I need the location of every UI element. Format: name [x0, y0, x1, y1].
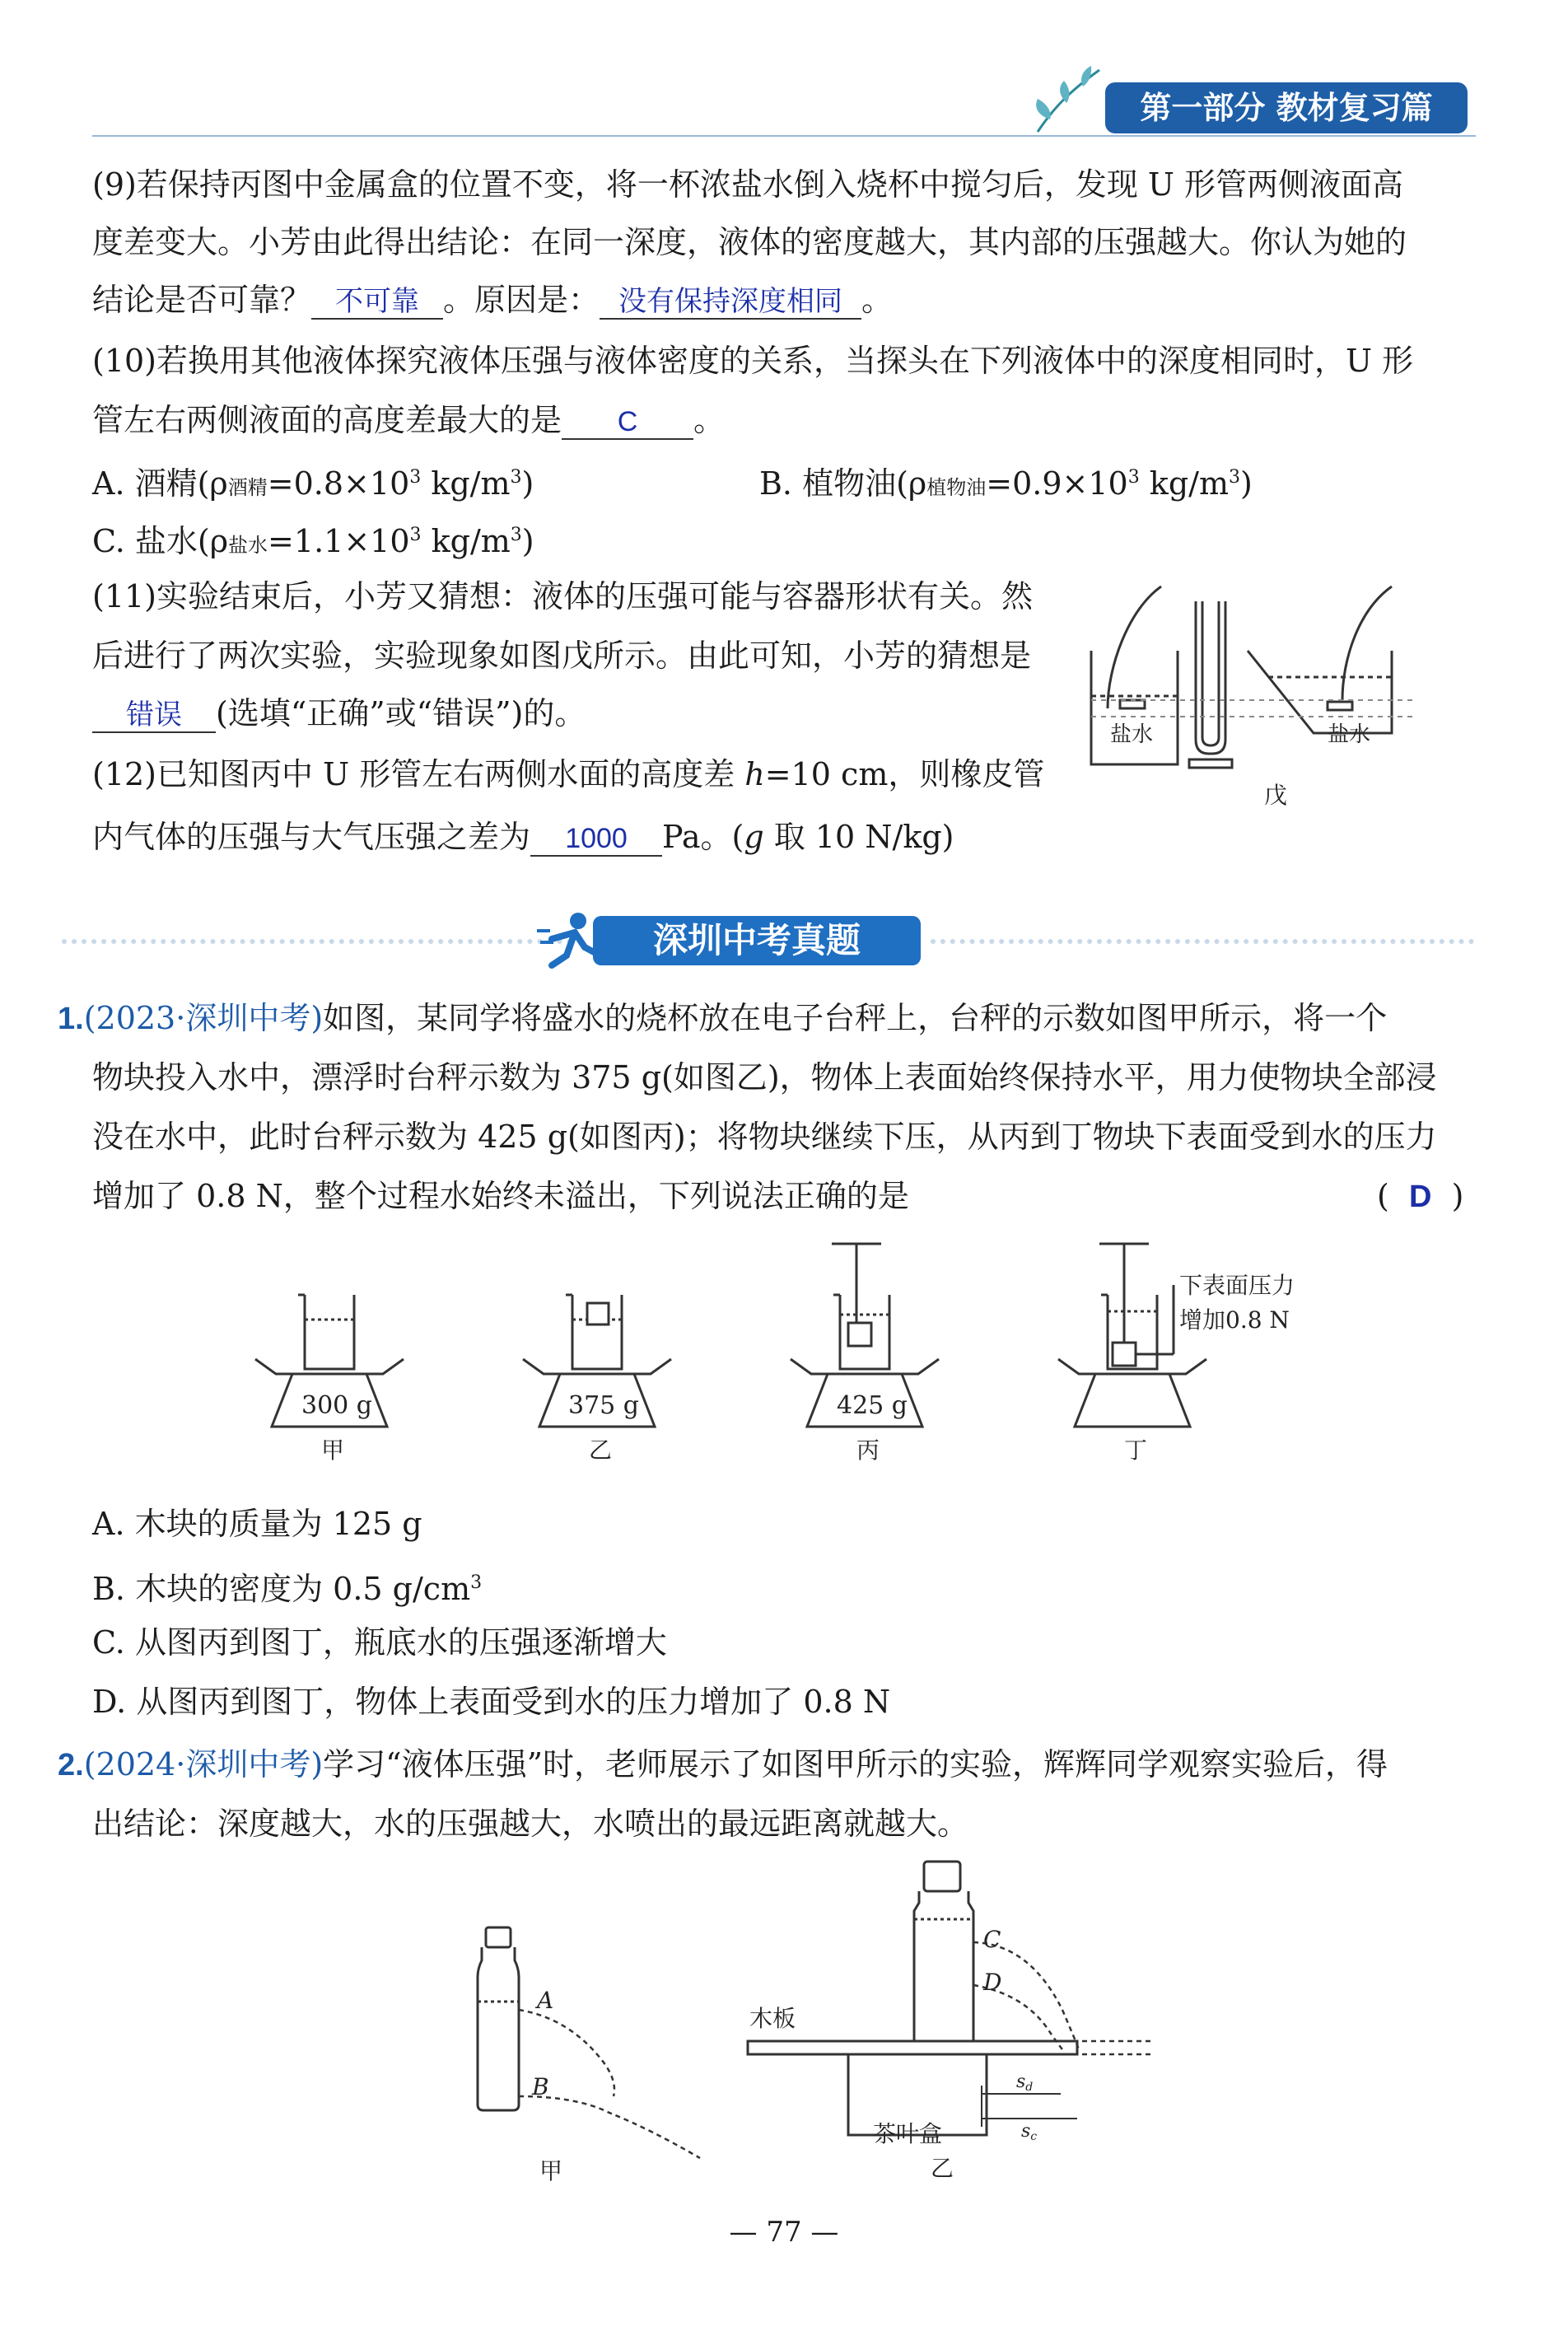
p2-line2: 出结论：深度越大，水的压强越大，水喷出的最远距离就越大。	[92, 1806, 969, 1842]
p1-option-d: D. 从图丙到图丁，物体上表面受到水的压力增加了 0.8 N	[92, 1684, 891, 1720]
q9-answer2: 没有保持深度相同	[600, 282, 861, 320]
wu-right-label: 盐水	[1328, 722, 1371, 747]
fig-ding-caption: 丁	[1124, 1437, 1148, 1464]
q12-answer: 1000	[530, 819, 662, 857]
fig-jia-caption: 甲	[321, 1437, 345, 1464]
q9-line3: 结论是否可靠？ 不可靠 。原因是： 没有保持深度相同 。	[92, 282, 894, 318]
part-tag: 第一部分 教材复习篇	[1105, 82, 1468, 133]
fig-yi-reading: 375 g	[568, 1391, 640, 1420]
q10-answer: C	[562, 402, 693, 440]
q10-line1: (10)若换用其他液体探究液体压强与液体密度的关系，当探头在下列液体中的深度相同时，U 形	[92, 343, 1414, 379]
q10-option-a: A. 酒精(ρ酒精$=0.8\times 10^3$ $kg/m^3$)	[92, 465, 534, 502]
q9-line2: 度差变大。小芳由此得出结论：在同一深度，液体的密度越大，其内部的压强越大。你认为她的	[92, 224, 1407, 260]
point-c-label: C	[983, 1926, 1001, 1953]
q10-option-c: C. 盐水(ρ盐水$=1.1\times 10^3$ $kg/m^3$)	[92, 523, 534, 559]
q11-line3: 错误 (选填“正确”或“错误”)的。	[92, 694, 586, 733]
section-title: 深圳中考真题	[593, 916, 921, 965]
box-label: 茶叶盒	[873, 2120, 943, 2147]
q11-line2: 后进行了两次实验，实验现象如图戊所示。由此可知，小芳的猜想是	[92, 638, 1032, 674]
wu-caption: 戊	[1264, 782, 1288, 809]
p1-option-b: B. 木块的密度为 0.5 $g/cm^3$	[92, 1571, 483, 1607]
figure-wu	[1087, 577, 1416, 824]
q11-answer: 错误	[92, 695, 216, 733]
p1-option-a: A. 木块的质量为 125 g	[92, 1506, 422, 1542]
p1-line1: 1.(2023·深圳中考)如图，某同学将盛水的烧杯放在电子台秤上，台秤的示数如图甲所示，将一个	[58, 1000, 1388, 1036]
sd-label: sd	[1016, 2072, 1034, 2094]
q10-line2: 管左右两侧液面的高度差最大的是 C 。	[92, 402, 726, 438]
point-b-label: B	[532, 2073, 549, 2100]
q12-line2: 内气体的压强与大气压强之差为 1000 Pa。(g 取 10 N/kg)	[92, 819, 954, 855]
fig-jia-reading: 300 g	[301, 1391, 373, 1420]
p2-fig-jia	[445, 1919, 716, 2199]
board-label: 木板	[749, 2005, 796, 2032]
page-number: — 77 —	[729, 2216, 839, 2249]
wu-left-label: 盐水	[1110, 722, 1154, 747]
q11-line1: (11)实验结束后，小芳又猜想：液体的压强可能与容器形状有关。然	[92, 578, 1034, 614]
point-a-label: A	[537, 1987, 554, 2014]
header-rule	[92, 135, 1476, 137]
p1-line2: 物块投入水中，漂浮时台秤示数为 375 g(如图乙)，物体上表面始终保持水平，用力使物块全部浸	[92, 1059, 1437, 1096]
fig-ding-note2: 增加0.8 N	[1179, 1306, 1290, 1334]
q9-answer1: 不可靠	[311, 282, 443, 320]
fig-jia-caption: 甲	[539, 2157, 563, 2184]
p1-line4: 增加了 0.8 N，整个过程水始终未溢出，下列说法正确的是	[92, 1178, 909, 1214]
p1-option-c: C. 从图丙到图丁，瓶底水的压强逐渐增大	[92, 1624, 667, 1661]
sc-label: sc	[1021, 2121, 1038, 2143]
section-dash-right	[931, 939, 1474, 944]
section-dash-left	[62, 939, 572, 944]
p1-answer: D	[1409, 1180, 1432, 1214]
fig-yi-caption: 乙	[589, 1437, 613, 1464]
p1-line3: 没在水中，此时台秤示数为 425 g(如图丙)；将物块继续下压，从丙到丁物块下表面受到水的压力	[92, 1119, 1437, 1155]
p2-line1: 2.(2024·深圳中考)学习“液体压强”时，老师展示了如图甲所示的实验，辉辉同学观察实验后，得	[58, 1746, 1388, 1782]
p1-answer-bracket: ( D )	[1377, 1178, 1464, 1214]
p2-fig-yi	[741, 1853, 1169, 2199]
q10-option-b: B. 植物油(ρ植物油$=0.9\times 10^3$ $kg/m^3$)	[759, 465, 1253, 502]
q12-line1: (12)已知图丙中 U 形管左右两侧水面的高度差 h=10 cm，则橡皮管	[92, 756, 1045, 792]
q9-line1: (9)若保持丙图中金属盒的位置不变，将一杯浓盐水倒入烧杯中搅匀后，发现 U 形管两侧液面高	[92, 166, 1404, 203]
runner-icon	[535, 906, 601, 972]
fig-ding-note1: 下表面压力	[1179, 1272, 1295, 1299]
point-d-label: D	[983, 1969, 1002, 1996]
fig-yi-caption: 乙	[931, 2155, 954, 2182]
p1-figures	[247, 1236, 1367, 1483]
fig-bing-reading: 425 g	[837, 1391, 908, 1420]
fig-bing-caption: 丙	[856, 1437, 880, 1464]
